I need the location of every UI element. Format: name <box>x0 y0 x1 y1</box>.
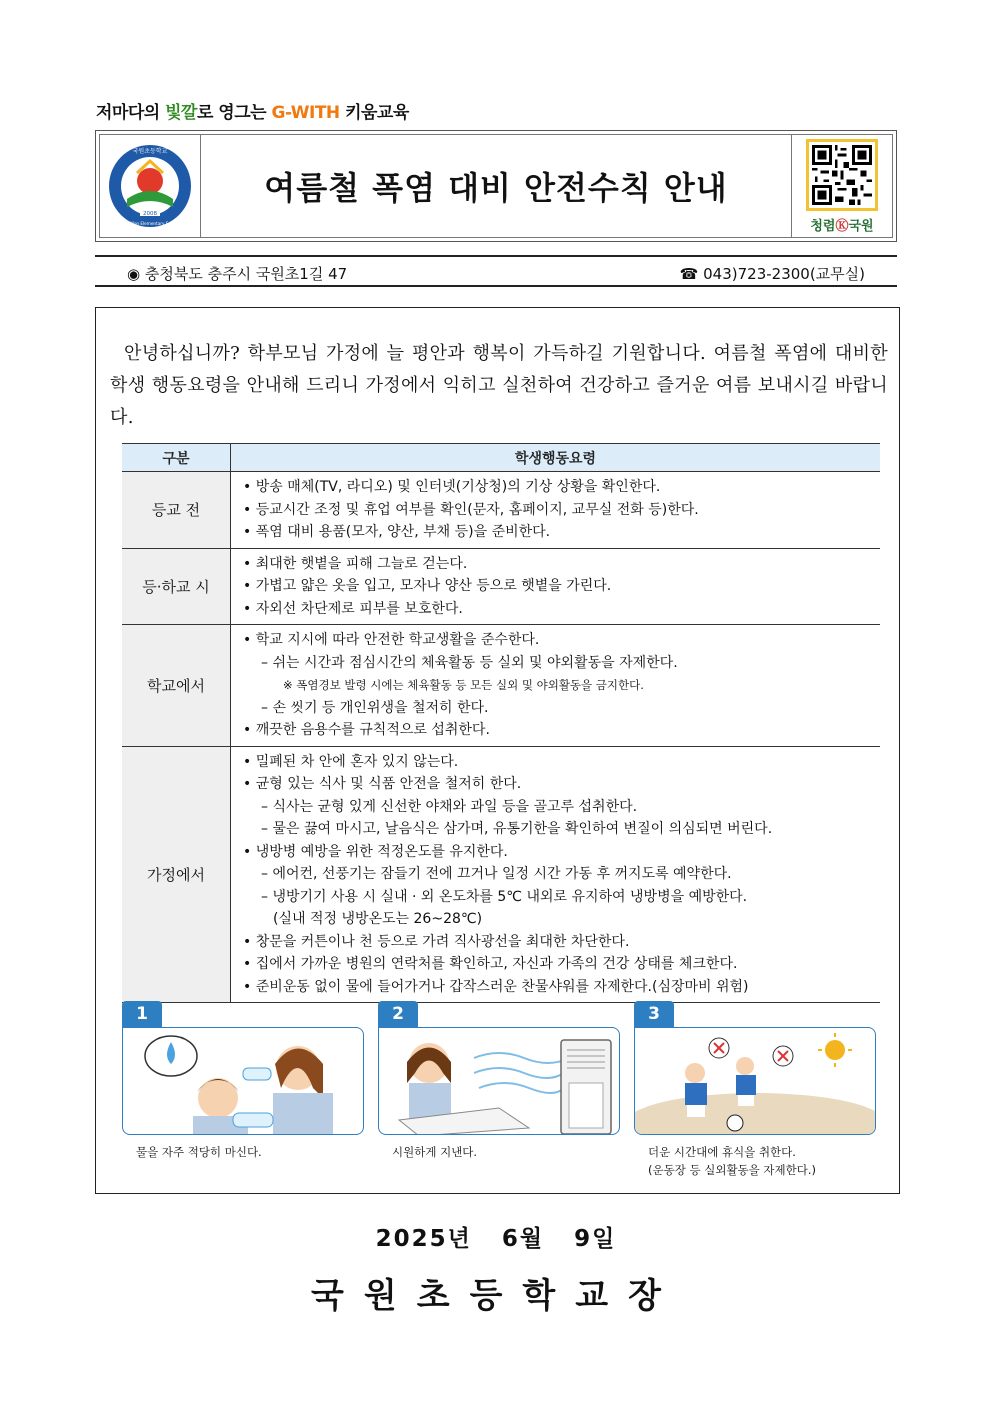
table-row <box>122 625 880 747</box>
school-logo <box>100 135 201 237</box>
issuer-signature: 국원초등학교장 <box>311 1276 681 1316</box>
guide-item: • 집에서 가까운 병원의 연락처를 확인하고, 자신과 가족의 건강 상태를 체크한다. <box>243 956 738 972</box>
guide-item: • 깨끗한 음용수를 규칙적으로 섭취한다. <box>243 722 490 738</box>
guide-item: • 등교시간 조정 및 휴업 여부를 확인(문자, 홈페이지, 교무실 전화 등)한다. <box>243 501 699 518</box>
illustration-caption: 시원하게 지낸다. <box>392 1145 478 1159</box>
guide-item: • 폭염 대비 용품(모자, 양산, 부채 등)을 준비한다. <box>243 524 551 540</box>
row-category: 가정에서 <box>122 746 231 1003</box>
qr-code-icon <box>812 145 872 205</box>
notice-body <box>95 307 900 1194</box>
svg-text:Guk Won Elementary School: Guk Won Elementary School <box>120 221 180 226</box>
guide-item: • 가볍고 얇은 옷을 입고, 모자나 양산 등으로 햇볕을 가린다. <box>243 578 612 594</box>
illustration-caption: 물을 자주 적당히 마신다. <box>136 1145 262 1159</box>
step-number: 1 <box>122 1001 162 1028</box>
guide-note: (실내 적정 냉방온도는 26~28℃) <box>273 911 483 927</box>
row-category: 등교 전 <box>122 472 231 549</box>
svg-text:2008: 2008 <box>143 211 157 217</box>
table-row <box>122 548 880 625</box>
guide-subitem: – 손 씻기 등 개인위생을 철저히 한다. <box>261 699 489 716</box>
school-emblem-icon <box>107 143 193 229</box>
guide-subitem: – 쉬는 시간과 점심시간의 체육활동 등 실외 및 야외활동을 자제한다. <box>261 654 678 671</box>
guide-item: • 밀폐된 차 안에 혼자 있지 않는다. <box>243 753 459 770</box>
step-number: 3 <box>634 1001 674 1028</box>
air-conditioner-icon <box>379 1028 620 1135</box>
table-row <box>122 472 880 549</box>
intro-paragraph: 안녕하십니까? 학부모님 가정에 늘 평안과 행복이 가득하길 기원합니다. 여름철 폭염에 대비한 학생 행동요령을 안내해 드리니 가정에서 익히고 실천하여 건강하고 즐거운 여름 보내시길 바랍니다. <box>110 343 888 428</box>
guide-item: • 냉방병 예방을 위한 적정온도를 유지한다. <box>243 843 508 860</box>
qr-code[interactable] <box>806 139 878 211</box>
table-row <box>122 746 880 1003</box>
guide-subitem: – 에어컨, 선풍기는 잠들기 전에 끄거나 일정 시간 가동 후 꺼지도록 예약한다. <box>261 866 732 882</box>
school-phone: ☎ 043)723-2300(교무실) <box>679 265 865 283</box>
guide-subitem: – 물은 끓여 마시고, 날음식은 삼가며, 유통기한을 확인하여 변질이 의심되면 버린다. <box>261 821 773 837</box>
guide-item: • 학교 지시에 따라 안전한 학교생활을 준수한다. <box>243 632 540 648</box>
guide-subitem: – 식사는 균형 있게 신선한 야채와 과일 등을 골고루 섭취한다. <box>261 798 638 815</box>
row-category: 학교에서 <box>122 625 231 747</box>
school-slogan: 저마다의 빛깔로 영그는 G-WITH 키움교육 <box>96 103 409 123</box>
outdoor-activity-icon <box>635 1028 876 1135</box>
guide-item: • 창문을 커튼이나 천 등으로 가려 직사광선을 최대한 차단한다. <box>243 933 630 950</box>
guide-item: • 균형 있는 식사 및 식품 안전을 철저히 한다. <box>243 776 522 792</box>
drinking-water-icon <box>123 1028 364 1135</box>
document-header <box>95 130 897 242</box>
page-title: 여름철 폭염 대비 안전수칙 안내 <box>264 169 728 207</box>
guide-note: ※ 폭염경보 발령 시에는 체육활동 등 모든 실외 및 야외활동을 금지한다. <box>283 678 644 692</box>
safety-guide-table <box>122 443 880 1003</box>
qr-label: 청렴Ⓚ국원 <box>810 218 874 234</box>
guide-item: • 최대한 햇볕을 피해 그늘로 걷는다. <box>243 555 468 572</box>
table-header-items: 학생행동요령 <box>231 444 881 472</box>
school-address: ◉ 충청북도 충주시 국원초1길 47 <box>127 265 348 283</box>
guide-item: • 자외선 차단제로 피부를 보호한다. <box>243 600 463 617</box>
guide-item: • 방송 매체(TV, 라디오) 및 인터넷(기상청)의 기상 상황을 확인한다. <box>243 479 661 495</box>
table-header-category: 구분 <box>122 444 231 472</box>
issue-date: 2025년 6월 9일 <box>375 1226 617 1252</box>
guide-item: • 준비운동 없이 물에 들어가거나 갑작스러운 찬물샤워를 자제한다.(심장마비 위험) <box>243 978 749 995</box>
svg-text:국원초등학교: 국원초등학교 <box>132 148 168 155</box>
illustration-caption: 더운 시간대에 휴식을 취한다. (운동장 등 실외활동을 자제한다.) <box>648 1145 817 1177</box>
guide-subitem: – 냉방기기 사용 시 실내 · 외 온도차를 5℃ 내외로 유지하여 냉방병을 예방한다. <box>261 888 748 905</box>
step-number: 2 <box>378 1001 418 1028</box>
contact-bar <box>95 255 897 287</box>
row-category: 등·하교 시 <box>122 548 231 625</box>
